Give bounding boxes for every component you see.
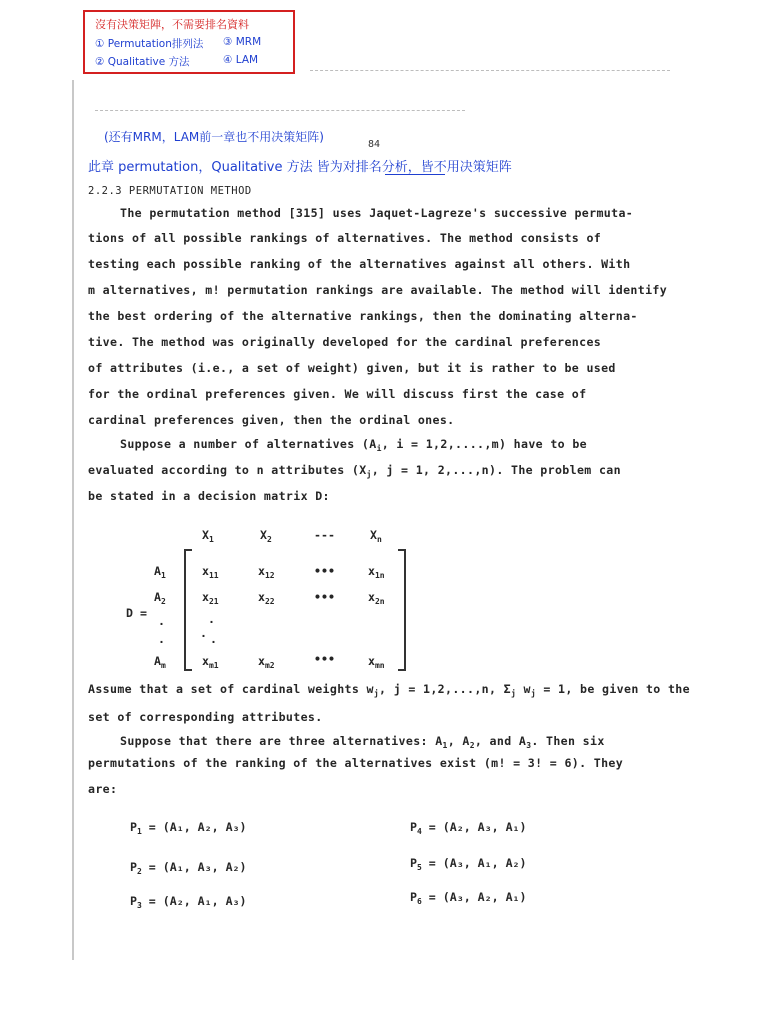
- matrix-cell: $x_{m1}$: [202, 654, 219, 670]
- matrix-cell: $x_{2n}$: [368, 590, 385, 606]
- paragraph-4-line-2: permutations of the ranking of the alternatives exist (m! = 3! = 6). They: [88, 756, 624, 770]
- paragraph-4-line-3: are:: [88, 782, 118, 796]
- paragraph-1-line-8: for the ordinal preferences given. We will discuss first the case of: [88, 387, 587, 401]
- matrix-cell: •••: [314, 652, 335, 666]
- annotation-underline: [385, 174, 445, 175]
- note-line-3b: ④ LAM: [223, 54, 259, 66]
- permutation-item: $P_3 = (A_2$, A₁, A₃): [130, 894, 247, 910]
- matrix-dot: .: [208, 612, 215, 626]
- paragraph-1-line-9: cardinal preferences given, then the ordinal ones.: [88, 413, 455, 427]
- handwritten-note-box: [83, 10, 295, 74]
- page-number: 84: [368, 139, 381, 150]
- handwritten-annotation-line-2: 此章 permutation，Qualitative 方法 皆为对排名分析，皆不用决策矩阵: [88, 160, 512, 175]
- matrix-right-bracket: [398, 549, 406, 671]
- matrix-cell: •••: [314, 564, 335, 578]
- paragraph-1-line-4: m alternatives, m! permutation rankings are available. The method will identify: [88, 283, 668, 297]
- paragraph-4-line-1: Suppose that there are three alternatives: $A_1$, $A_2$, and $A_3$. Then six: [120, 734, 605, 750]
- matrix-cell: $x_{12}$: [258, 564, 275, 580]
- matrix-dot: .: [200, 626, 207, 640]
- note-line-1: 沒有決策矩陣，不需要排名資料: [95, 18, 249, 31]
- page-margin-line: [72, 80, 74, 960]
- matrix-col-header: ---: [314, 528, 335, 542]
- matrix-cell: •••: [314, 590, 335, 604]
- matrix-row-label: $A_2$: [154, 590, 166, 606]
- matrix-row-label: .: [158, 632, 165, 646]
- paragraph-1-line-5: the best ordering of the alternative rankings, then the dominating alterna-: [88, 309, 638, 323]
- matrix-row-label: $A_m$: [154, 654, 166, 670]
- matrix-cell: $x_{21}$: [202, 590, 219, 606]
- handwritten-annotation-line-1: (还有MRM，LAM前一章也不用决策矩阵): [104, 130, 324, 144]
- permutation-item: $P_6 = (A_3$, A₂, A₁): [410, 890, 527, 906]
- permutation-item: $P_4 = (A_2$, A₃, A₁): [410, 820, 527, 836]
- matrix-col-header: $X_n$: [370, 528, 382, 544]
- matrix-cell: $x_{22}$: [258, 590, 275, 606]
- note-line-3a: ② Qualitative 方法: [95, 56, 190, 68]
- matrix-col-header: $X_1$: [202, 528, 214, 544]
- permutation-item: $P_2 = (A_1$, A₃, A₂): [130, 860, 247, 876]
- paragraph-2-line-3: be stated in a decision matrix D:: [88, 489, 330, 503]
- matrix-cell: $x_{m2}$: [258, 654, 275, 670]
- scan-artifact-dashes: [95, 110, 465, 111]
- paragraph-1-line-3: testing each possible ranking of the alternatives against all others. With: [88, 257, 631, 271]
- section-heading: 2.2.3 PERMUTATION METHOD: [88, 185, 252, 197]
- permutation-item: $P_5 = (A_3$, A₁, A₂): [410, 856, 527, 872]
- matrix-row-label: .: [158, 614, 165, 628]
- scan-artifact-dashes: [310, 70, 670, 71]
- matrix-cell: $x_{1n}$: [368, 564, 385, 580]
- paragraph-2-line-1: Suppose a number of alternatives ($A_i$, i = 1,2,....,m) have to be: [120, 437, 587, 453]
- permutation-item: $P_1 = (A_1$, A₂, A₃): [130, 820, 247, 836]
- paragraph-1-line-6: tive. The method was originally developed for the cardinal preferences: [88, 335, 602, 349]
- note-line-2b: ③ MRM: [223, 36, 262, 48]
- matrix-row-label: $A_1$: [154, 564, 166, 580]
- paragraph-3-line-1: Assume that a set of cardinal weights $w_j$, j = 1,2,...,n, $\Sigma_j$ $w_j = 1$, be given to the: [88, 682, 690, 698]
- matrix-cell: $x_{mn}$: [368, 654, 385, 670]
- paragraph-1-line-1: The permutation method [315] uses Jaquet-Lagreze's successive permuta-: [120, 206, 634, 220]
- matrix-col-header: $X_2$: [260, 528, 272, 544]
- paragraph-1-line-7: of attributes (i.e., a set of weight) given, but it is rather to be used: [88, 361, 616, 375]
- paragraph-1-line-2: tions of all possible rankings of alternatives. The method consists of: [88, 231, 602, 245]
- matrix-label: D =: [126, 606, 147, 620]
- matrix-dot: .: [210, 632, 217, 646]
- matrix-left-bracket: [184, 549, 192, 671]
- paragraph-3-line-2: set of corresponding attributes.: [88, 710, 323, 724]
- matrix-cell: $x_{11}$: [202, 564, 219, 580]
- paragraph-2-line-2: evaluated according to n attributes ($X_j$, j = 1, 2,...,n). The problem can: [88, 463, 621, 479]
- note-line-2a: ① Permutation排列法: [95, 38, 204, 50]
